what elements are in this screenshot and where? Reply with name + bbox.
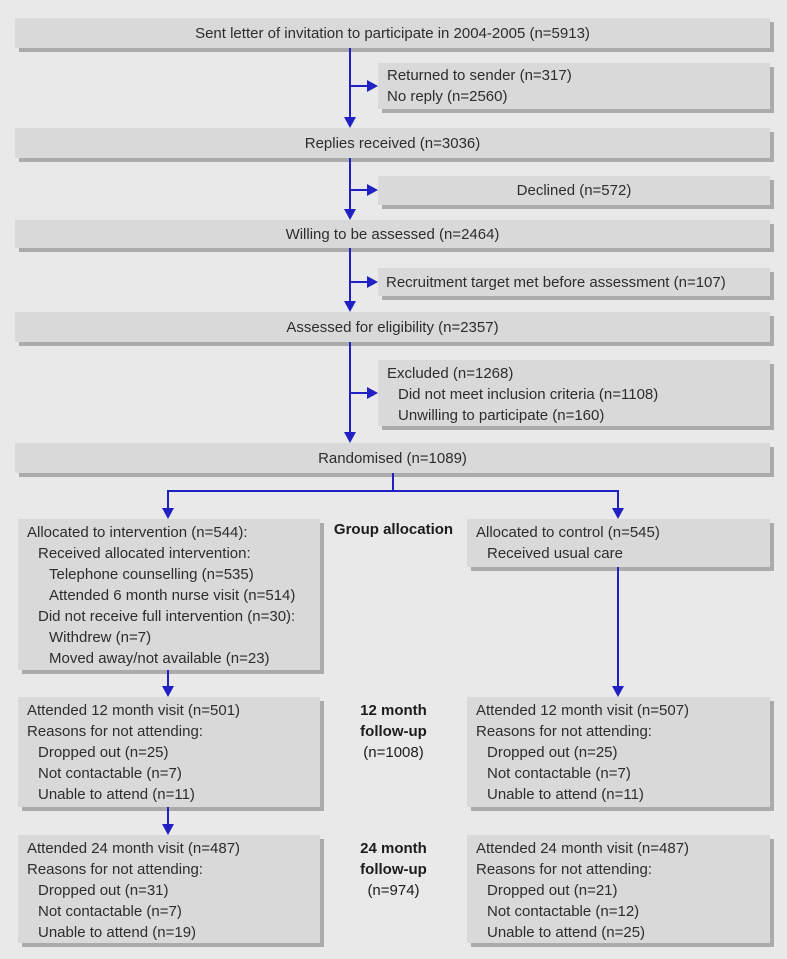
- text-line: Unable to attend (n=11): [38, 786, 195, 803]
- arrowhead-down-intervention: [162, 508, 174, 519]
- text-line: 24 month: [360, 840, 427, 857]
- text-line: Dropped out (n=25): [38, 744, 169, 761]
- arrowhead-down-intervention-12: [162, 686, 174, 697]
- text-line: Returned to sender (n=317): [387, 67, 572, 84]
- text-line: Not contactable (n=7): [38, 765, 182, 782]
- label-12-month-follow-up: [323, 700, 464, 763]
- text-line: (n=1008): [363, 744, 424, 761]
- box-declined: Declined (n=572): [378, 176, 770, 205]
- arrow-line-control-to-12: [617, 567, 619, 686]
- arrow-line-intervention-to-24: [167, 807, 169, 824]
- text-line: Did not receive full intervention (n=30):: [38, 608, 296, 625]
- text-line: Attended 6 month nurse visit (n=514): [49, 587, 296, 604]
- text-line: Telephone counselling (n=535): [49, 566, 254, 583]
- text-line: Reasons for not attending:: [476, 723, 652, 740]
- text-line: Attended 12 month visit (n=507): [476, 702, 690, 719]
- text-line: Unable to attend (n=19): [38, 924, 197, 941]
- text-line: Received allocated intervention:: [38, 545, 251, 562]
- box-sent-letter: Sent letter of invitation to participate in 2004-2005 (n=5913): [15, 18, 770, 48]
- box-control-24-month-visit: [467, 835, 770, 943]
- text-line: Dropped out (n=25): [487, 744, 618, 761]
- text-line: Reasons for not attending:: [476, 861, 652, 878]
- text-line: Dropped out (n=31): [38, 882, 169, 899]
- text-line: Allocated to intervention (n=544):: [27, 524, 248, 541]
- text-line: Did not meet inclusion criteria (n=1108): [398, 386, 659, 403]
- arrowhead-down-control: [612, 508, 624, 519]
- box-assessed-for-eligibility: Assessed for eligibility (n=2357): [15, 312, 770, 342]
- box-allocated-control: [467, 519, 770, 567]
- text-line: Reasons for not attending:: [27, 723, 203, 740]
- text-line: Unable to attend (n=11): [487, 786, 644, 803]
- text-line: Reasons for not attending:: [27, 861, 203, 878]
- text-line: Unwilling to participate (n=160): [398, 407, 605, 424]
- text-line: Attended 24 month visit (n=487): [27, 840, 241, 857]
- text-line: 12 month: [360, 702, 427, 719]
- split-drop-intervention: [167, 490, 169, 508]
- text-line: follow-up: [360, 861, 427, 878]
- arrowhead-right-returned: [367, 80, 378, 92]
- text-line: Allocated to control (n=545): [476, 524, 660, 541]
- box-returned-no-reply: [378, 63, 770, 109]
- text-line: Not contactable (n=7): [487, 765, 631, 782]
- text-line: Moved away/not available (n=23): [49, 650, 270, 667]
- arrowhead-down-assessed: [344, 301, 356, 312]
- text-line: No reply (n=2560): [387, 88, 508, 105]
- label-group-allocation: Group allocation: [333, 521, 454, 538]
- box-randomised: Randomised (n=1089): [15, 443, 770, 473]
- text-line: (n=974): [367, 882, 420, 899]
- arrow-line-willing-to-assessed: [349, 248, 351, 301]
- arrow-line-intervention-to-12: [167, 670, 169, 686]
- arrowhead-down-randomised: [344, 432, 356, 443]
- box-intervention-24-month-visit: [18, 835, 320, 943]
- arrowhead-down-intervention-24: [162, 824, 174, 835]
- text-line: Withdrew (n=7): [49, 629, 152, 646]
- arrowhead-down-willing: [344, 209, 356, 220]
- text-line: Attended 12 month visit (n=501): [27, 702, 241, 719]
- box-intervention-12-month-visit: [18, 697, 320, 807]
- arrowhead-down-replies: [344, 117, 356, 128]
- label-24-month-follow-up: [323, 838, 464, 901]
- arrow-line-replies-to-willing: [349, 158, 351, 209]
- text-line: Not contactable (n=7): [38, 903, 182, 920]
- box-allocated-intervention: [18, 519, 320, 670]
- text-line: Dropped out (n=21): [487, 882, 618, 899]
- arrow-line-sent-to-replies: [349, 48, 351, 117]
- split-horizontal-line: [167, 490, 619, 492]
- box-replies-received: Replies received (n=3036): [15, 128, 770, 158]
- arrowhead-right-recruitment-target: [367, 276, 378, 288]
- text-line: Unable to attend (n=25): [487, 924, 646, 941]
- arrow-line-assessed-to-randomised: [349, 342, 351, 432]
- box-willing-to-be-assessed: Willing to be assessed (n=2464): [15, 220, 770, 248]
- split-drop-control: [617, 490, 619, 508]
- box-excluded: [378, 360, 770, 426]
- arrowhead-down-control-12: [612, 686, 624, 697]
- box-control-12-month-visit: [467, 697, 770, 807]
- box-recruitment-target-met: Recruitment target met before assessment (n=107): [378, 268, 770, 296]
- text-line: Attended 24 month visit (n=487): [476, 840, 690, 857]
- arrowhead-right-excluded: [367, 387, 378, 399]
- text-line: follow-up: [360, 723, 427, 740]
- text-line: Received usual care: [487, 545, 623, 562]
- arrowhead-right-declined: [367, 184, 378, 196]
- text-line: Not contactable (n=12): [487, 903, 640, 920]
- text-line: Excluded (n=1268): [387, 365, 514, 382]
